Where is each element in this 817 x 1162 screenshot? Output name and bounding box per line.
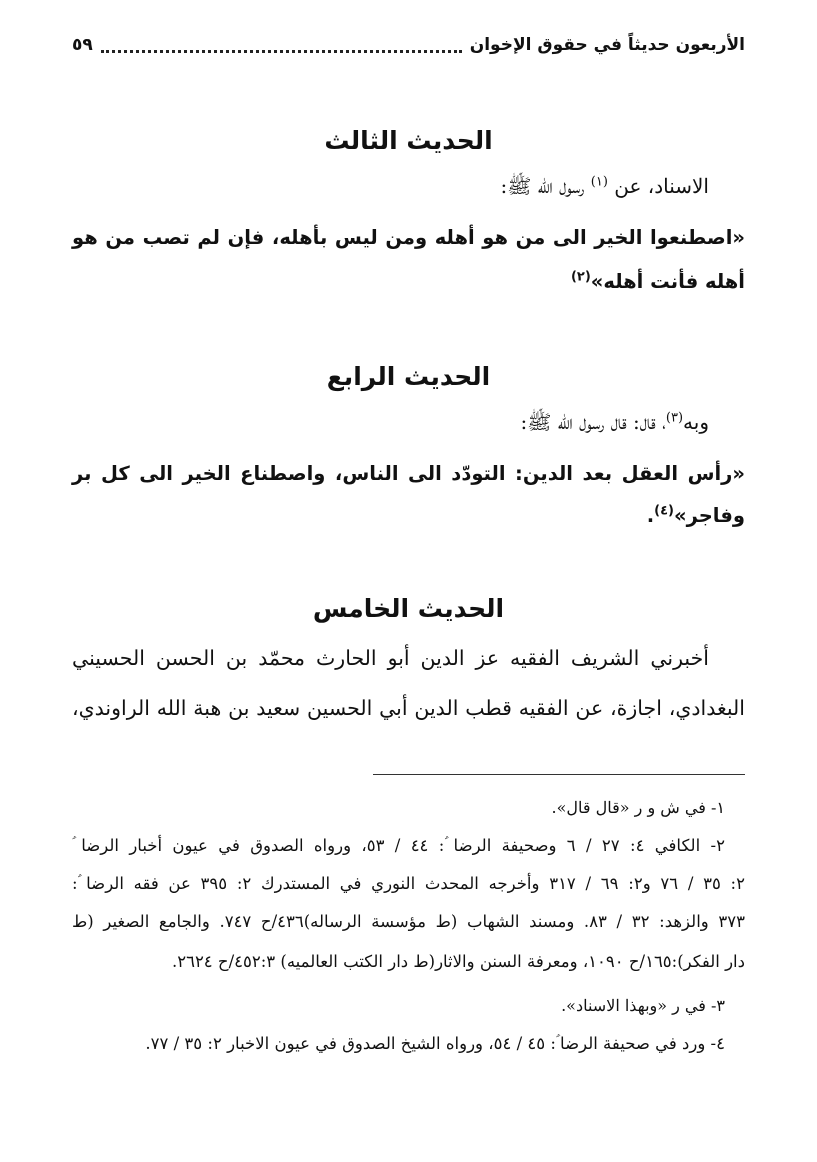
dotted-leader [101, 38, 462, 53]
footnote-ref-1[interactable]: (١) [590, 174, 608, 190]
footnote-2-line-1: ٢- الكافي ٤: ٢٧ / ٦ وصحيفة الرضا ؑ: ٤٤ / ٥٣، ورواه الصدوق في عيون أخبار الرضا ؑ [72, 836, 725, 855]
footnote-2-line-3: ٣٧٣ والزهد: ٣٢ / ٨٣. ومسند الشهاب (ط مؤسسة الرساله)٤٣٦/ح ٧٤٧. والجامع الصغير (ط [72, 912, 745, 931]
page-number: ٥٩ [72, 35, 93, 55]
footnote-ref-4[interactable]: (٤) [654, 503, 674, 519]
hadith-text: وفاجر» [674, 504, 745, 527]
heading-hadith-5: الحديث الخامس [312, 594, 505, 623]
isnad-text: ، قال: قال رسول الله ﷺ: [520, 410, 666, 434]
footnote-ref-3[interactable]: (٣) [665, 410, 684, 426]
footnote-1: ١- في ش و ر «قال قال». [551, 798, 725, 817]
footnote-2-line-2: ٢: ٣٥ / ٧٦ و٢: ٦٩ / ٣١٧ وأخرجه المحدث النوري في المستدرك ٢: ٣٩٥ عن فقه الرضا ؑ: [72, 874, 745, 893]
hadith-3-isnad [72, 174, 709, 203]
hadith-4-isnad [72, 410, 709, 439]
footnote-3: ٣- في ر «وبهذا الاسناد». [561, 996, 725, 1015]
hadith-4-text-line-1: «رأس العقل بعد الدين: التودّد الى الناس، واصطناع الخير الى كل بر [72, 462, 745, 485]
isnad-text: الاسناد، عن [614, 174, 709, 198]
running-header [72, 30, 745, 60]
hadith-5-line-1: أخبرني الشريف الفقيه عز الدين أبو الحارث محمّد بن الحسن الحسيني [72, 646, 709, 670]
footnote-ref-2[interactable]: (٢) [570, 269, 591, 285]
heading-hadith-4: الحديث الرابع [326, 362, 491, 391]
hadith-text: أهله فأنت أهله» [590, 270, 745, 293]
footnote-separator [373, 774, 745, 775]
period: . [646, 504, 655, 527]
book-title: الأربعون حديثاً في حقوق الإخوان [469, 35, 745, 55]
isnad-text: رسول الله ﷺ: [500, 174, 585, 198]
hadith-3-text-line-2 [72, 270, 745, 293]
hadith-5-line-2: البغدادي، اجازة، عن الفقيه قطب الدين أبي الحسين سعيد بن هبة الله الراوندي، [72, 696, 745, 720]
isnad-text: وبه [683, 410, 709, 434]
footnote-4: ٤- ورد في صحيفة الرضا ؑ: ٤٥ / ٥٤، ورواه الشيخ الصدوق في عيون الاخبار ٢: ٣٥ / ٧٧. [145, 1034, 725, 1053]
hadith-3-text-line-1: «اصطنعوا الخير الى من هو أهله ومن ليس بأهله، فإن لم تصب من هو [72, 226, 745, 249]
heading-hadith-3: الحديث الثالث [324, 126, 493, 155]
footnote-2-line-4: دار الفكر):١٦٥/ح ١٠٩٠، ومعرفة السنن والاثار(ط دار الكتب العالميه) ٤٥٢:٣/ح ٢٦٢٤. [171, 952, 745, 971]
hadith-4-text-line-2 [72, 504, 745, 527]
